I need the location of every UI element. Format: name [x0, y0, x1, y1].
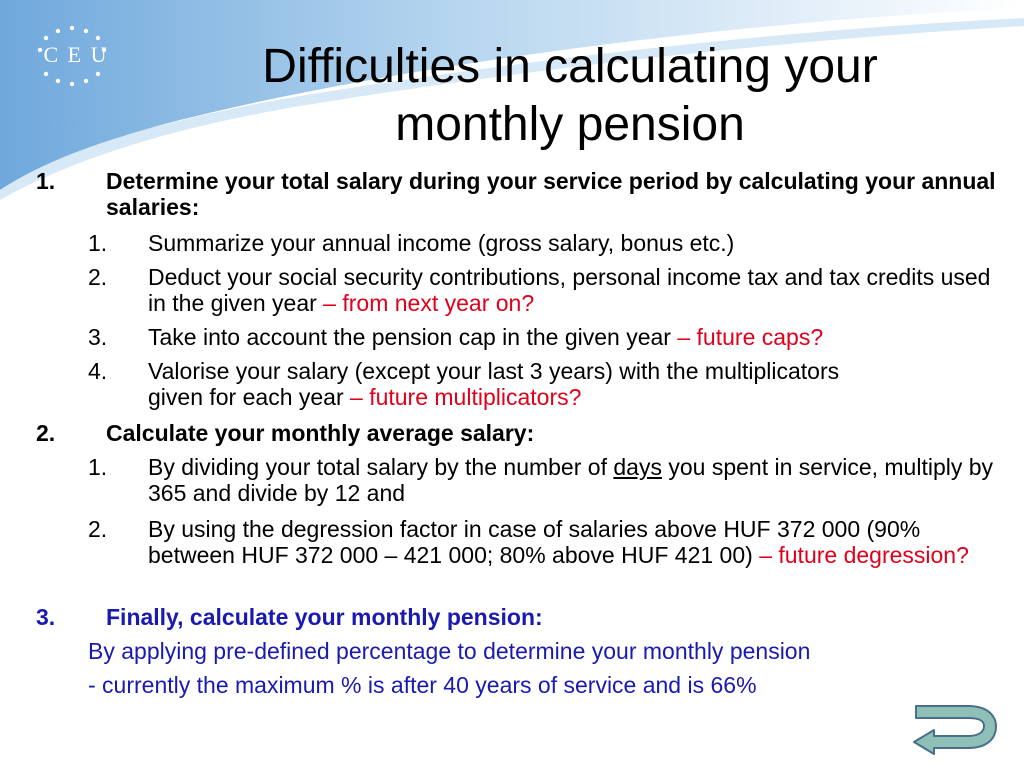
item-number: 3. [88, 324, 108, 350]
item-text: Calculate your monthly average salary: [106, 420, 535, 446]
question-note: – future multiplicators? [350, 384, 582, 410]
item-number: 1. [36, 168, 56, 194]
item-text-continued: you spent in service, multiply by 365 and divide by 12 and [148, 454, 994, 506]
item-text: Valorise your salary (except your last 3 years) with the multiplicators given for each year [148, 358, 840, 410]
item-number: 1. [88, 230, 108, 256]
item-number: 4. [88, 358, 108, 384]
item-text: Deduct your social security contributions, personal income tax and tax credits used in the given year [148, 264, 991, 316]
item-number: 2. [88, 264, 108, 290]
question-note: – future caps? [677, 324, 824, 350]
item-text: By dividing your total salary by the number of [148, 454, 607, 480]
return-arrow-icon[interactable] [910, 696, 1000, 756]
ceu-logo [22, 22, 122, 92]
item-number: 2. [36, 420, 56, 446]
conclusion-line-2: - currently the maximum % is after 40 years of service and is 66% [88, 672, 757, 698]
item-text: By using the degression factor in case of salaries above HUF 372 000 (90% between HUF 372 000 – 421 000; 80% above HUF 421 00) [148, 516, 921, 568]
underlined-word: days [613, 454, 662, 480]
conclusion-line-1: By applying pre-defined percentage to determine your monthly pension [88, 638, 811, 664]
question-note: – from next year on? [323, 290, 535, 316]
item-text: Take into account the pension cap in the given year [148, 324, 671, 350]
item-number: 3. [36, 604, 56, 630]
item-text: Summarize your annual income (gross salary, bonus etc.) [148, 230, 735, 256]
item-text: Finally, calculate your monthly pension: [106, 604, 543, 630]
slide-title: Difficulties in calculating your monthly pension [262, 40, 878, 151]
item-number: 1. [88, 454, 108, 480]
question-note: – future degression? [759, 542, 969, 568]
item-text: Determine your total salary during your service period by calculating your annual salaries: [106, 168, 996, 220]
item-number: 2. [88, 516, 108, 542]
logo-text: C E U [43, 42, 109, 67]
